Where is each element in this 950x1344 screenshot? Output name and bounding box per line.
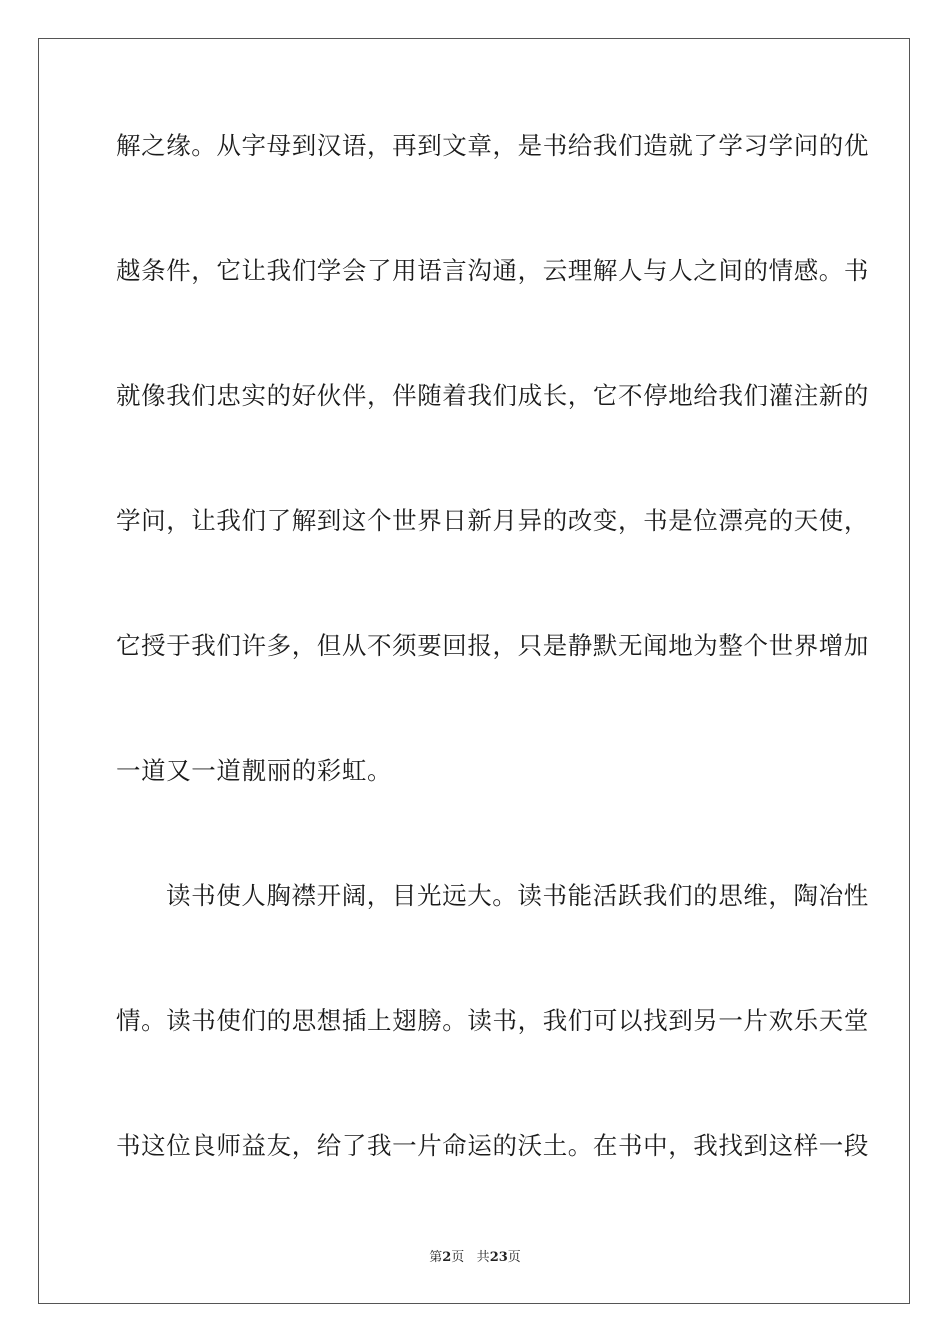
text-line: 情。读书使们的思想插上翅膀。读书，我们可以找到另一片欢乐天堂 <box>116 1006 869 1035</box>
text-line: 书这位良师益友，给了我一片命运的沃土。在书中，我找到这样一段 <box>116 1131 869 1160</box>
text-line: 就像我们忠实的好伙伴，伴随着我们成长，它不停地给我们灌注新的 <box>116 381 869 410</box>
text-line: 解之缘。从字母到汉语，再到文章，是书给我们造就了学习学问的优 <box>116 131 869 160</box>
text-line: 越条件，它让我们学会了用语言沟通，云理解人与人之间的情感。书 <box>116 256 869 285</box>
paragraph-first-line: 读书使人胸襟开阔，目光远大。读书能活跃我们的思维，陶冶性 <box>166 881 869 910</box>
page-prefix: 第 <box>429 1250 443 1265</box>
text-line: 一道又一道靓丽的彩虹。 <box>116 756 393 785</box>
total-suffix: 页 <box>507 1250 521 1265</box>
page-suffix: 页 <box>451 1250 465 1265</box>
page-number: 2 <box>442 1250 452 1265</box>
text-line: 它授于我们许多，但从不须要回报，只是静默无闻地为整个世界增加 <box>116 631 869 660</box>
page-border <box>38 38 910 1304</box>
text-line: 学问，让我们了解到这个世界日新月异的改变，书是位漂亮的天使， <box>116 506 869 535</box>
page-footer <box>0 1246 950 1265</box>
total-prefix: 共 <box>476 1250 490 1265</box>
total-pages: 23 <box>489 1250 508 1265</box>
